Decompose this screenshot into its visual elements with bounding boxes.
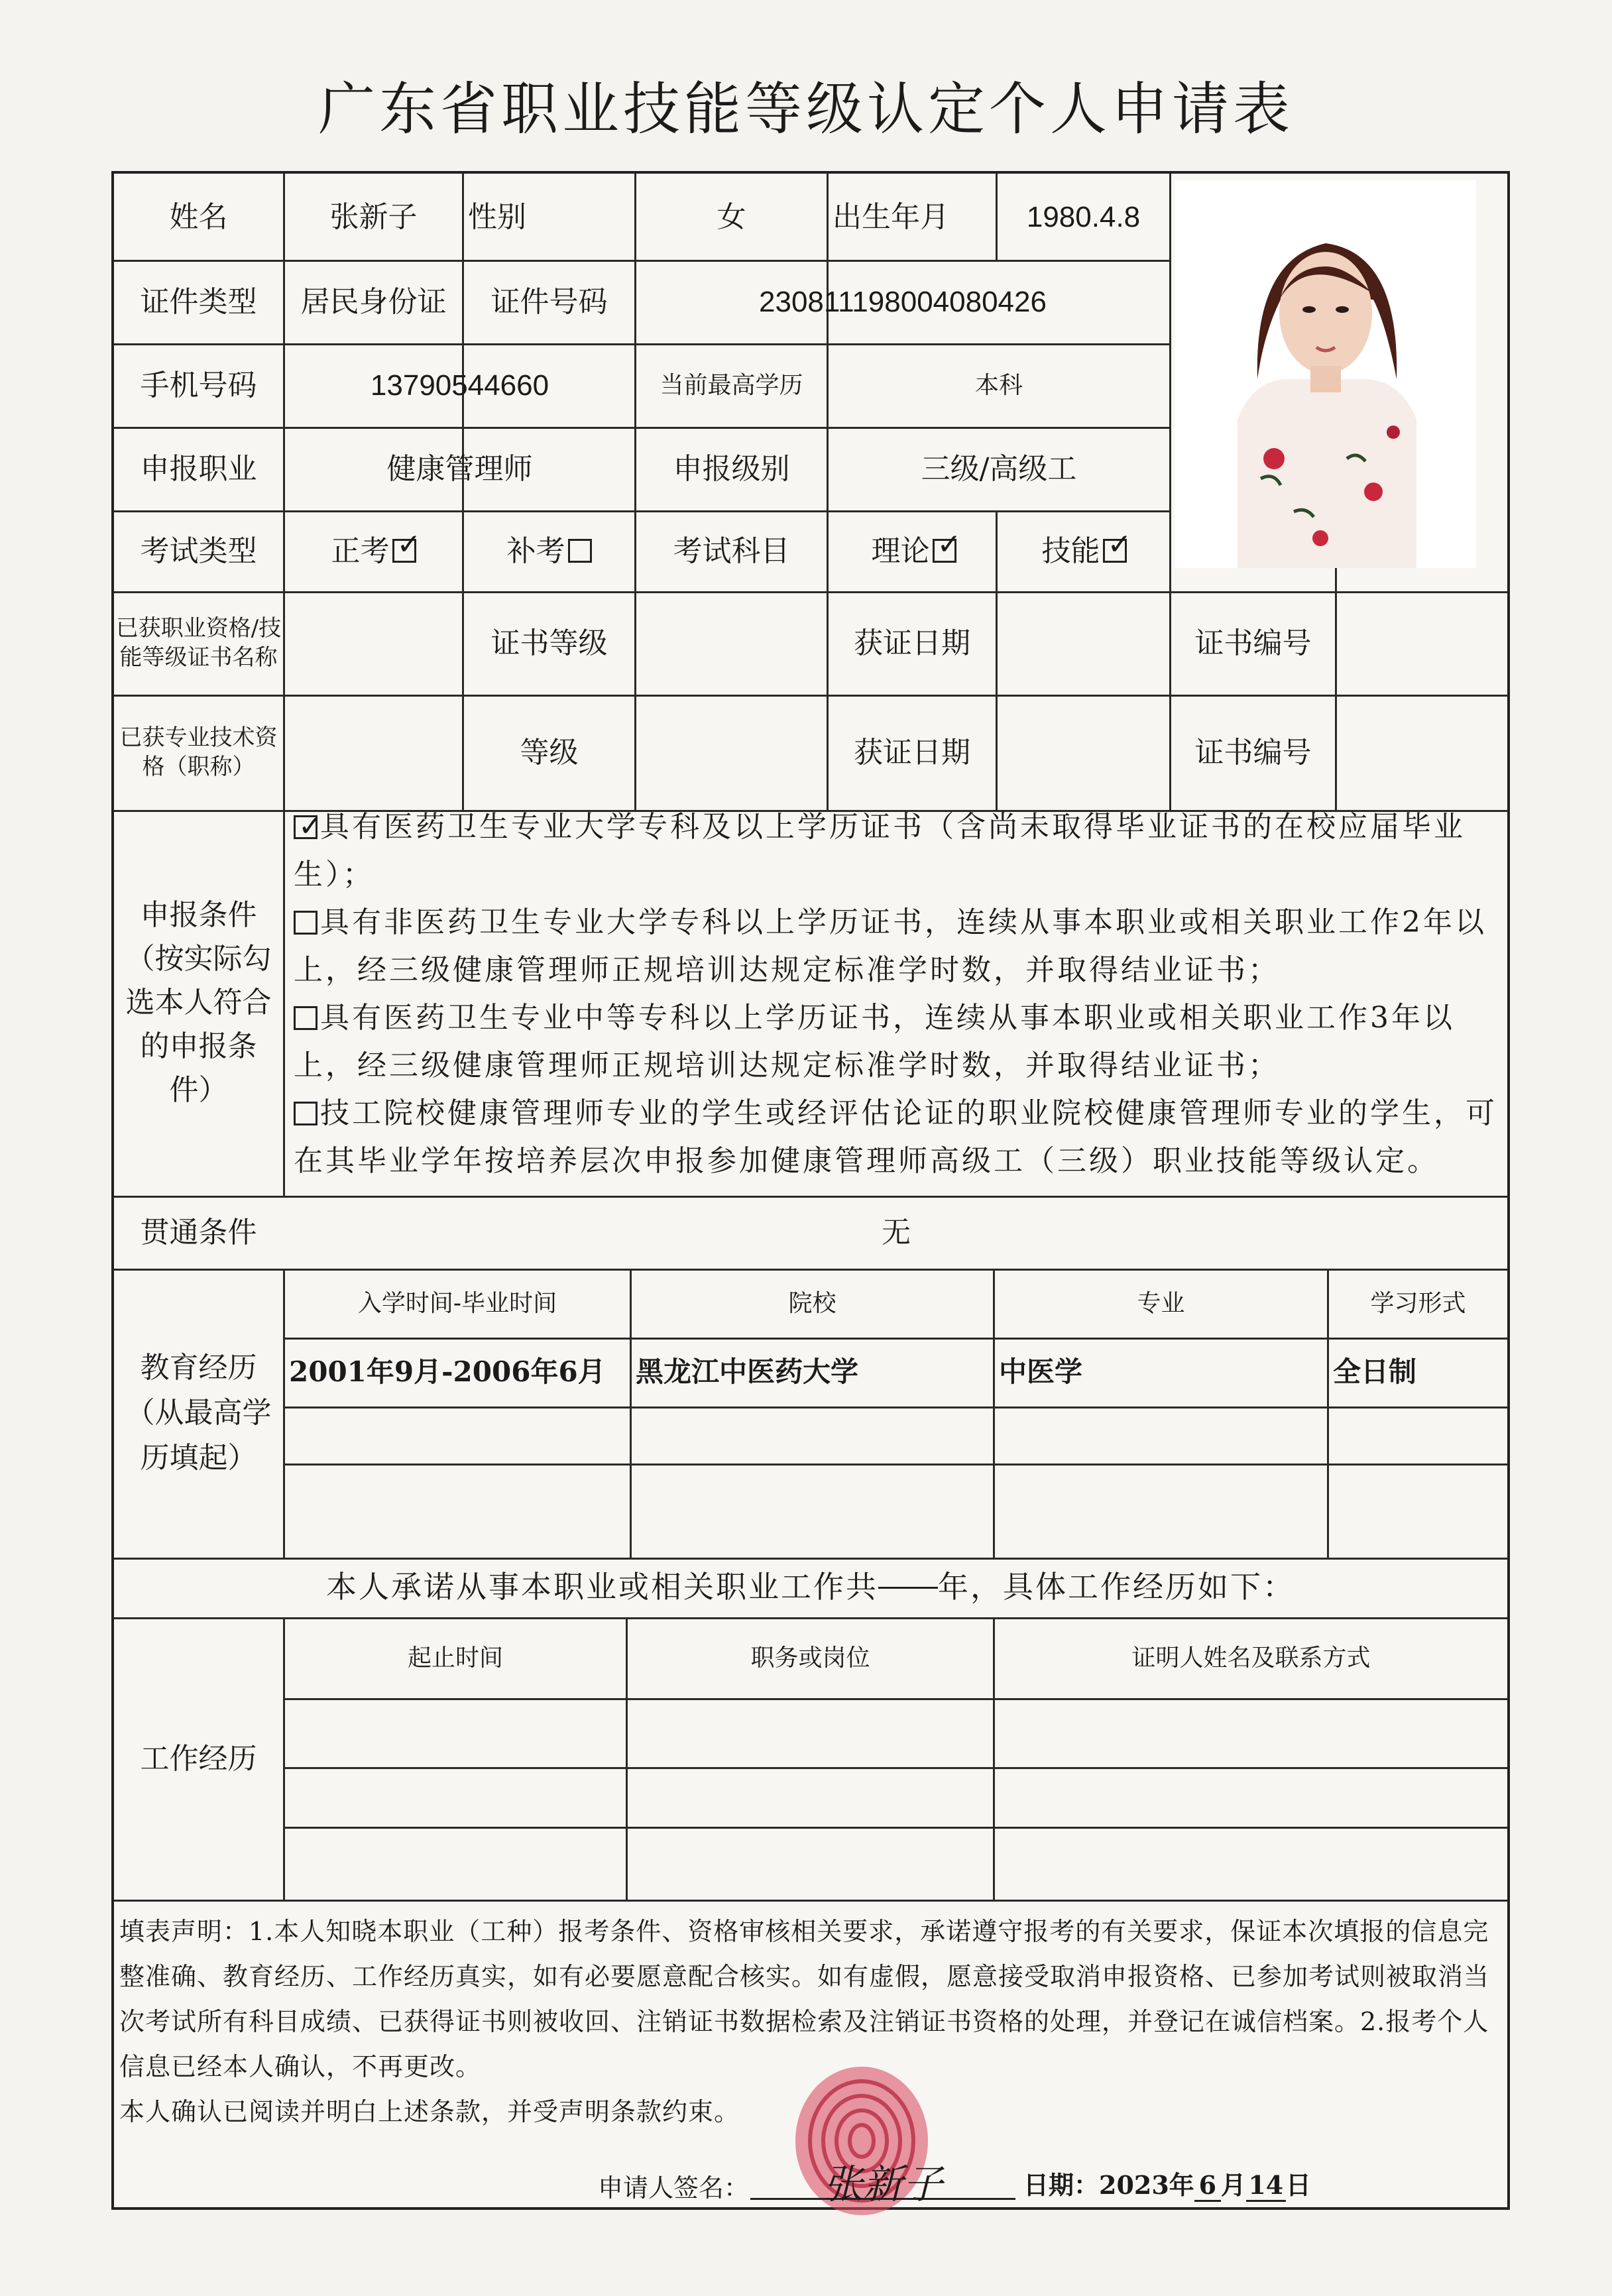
label-education: 当前最高学历: [660, 371, 803, 399]
condition-text: 具有非医药卫生专业大学专科以上学历证书，连续从事本职业或相关职业工作2年以上，经三级健康管理师正规培训达规定标准学时数，并取得结业证书；: [294, 905, 1487, 987]
value-grade[interactable]: [636, 695, 827, 810]
checkmark-icon: ✓: [1107, 528, 1132, 561]
edu-row-study-mode[interactable]: 全日制: [1333, 1355, 1417, 1388]
edu-header-school: 院校: [788, 1289, 836, 1317]
value-cert-number-2[interactable]: [1337, 695, 1507, 810]
checkbox-makeup-exam[interactable]: [568, 539, 592, 563]
form-title: 广东省职业技能等级认定个人申请表: [318, 76, 1294, 143]
label-phone: 手机号码: [140, 368, 257, 402]
value-birth[interactable]: 1980.4.8: [1026, 200, 1141, 233]
label-professional-title: 已获专业技术资格（职称）: [119, 724, 278, 780]
value-cert-date-2[interactable]: [998, 695, 1169, 810]
edu-header-study-mode: 学习形式: [1370, 1289, 1466, 1317]
work-header-period: 起止时间: [407, 1644, 503, 1672]
signature-label: 申请人签名：: [598, 2173, 750, 2203]
row-line: [283, 1827, 1507, 1829]
exam-type-label: 正考: [331, 534, 390, 568]
condition-checkbox[interactable]: [294, 1006, 317, 1030]
condition-text: 具有医药卫生专业中等专科以上学历证书，连续从事本职业或相关职业工作3年以上，经三级健康管理师正规培训达规定标准学时数，并取得结业证书；: [294, 1001, 1455, 1082]
label-name: 姓名: [169, 200, 228, 234]
label-exam-type: 考试类型: [140, 534, 257, 568]
label-grade: 等级: [520, 735, 579, 770]
work-header-reference: 证明人姓名及联系方式: [1131, 1644, 1371, 1672]
row-line: [283, 1406, 1507, 1408]
value-occupation[interactable]: 健康管理师: [386, 451, 533, 486]
label-occupation: 申报职业: [140, 451, 257, 486]
value-cert-number[interactable]: [1337, 591, 1507, 695]
condition-checkbox[interactable]: [294, 809, 325, 843]
edu-header-period: 入学时间-毕业时间: [357, 1289, 557, 1317]
label-through-condition: 贯通条件: [140, 1215, 257, 1249]
label-cert-number-2: 证书编号: [1194, 735, 1312, 770]
label-cert-number: 证书编号: [1194, 626, 1312, 660]
edu-row-period[interactable]: 2001年9月-2006年6月: [289, 1355, 606, 1388]
checkbox-skill[interactable]: [1103, 528, 1132, 563]
row-line: [114, 1900, 1507, 1902]
value-cert-level[interactable]: [636, 591, 827, 695]
date-unit: 月: [1220, 2170, 1246, 2200]
checkbox-theory[interactable]: [933, 528, 962, 563]
col-line: [1169, 695, 1171, 810]
promise-text: 本人承诺从事本职业或相关职业工作共: [326, 1569, 878, 1605]
col-line: [1335, 695, 1337, 810]
label-birth: 出生年月: [833, 200, 949, 234]
label-education-history: 教育经历（从最高学历填起）: [125, 1350, 272, 1475]
condition-checkbox[interactable]: [294, 1102, 317, 1125]
value-name[interactable]: 张新子: [329, 200, 418, 234]
col-line: [827, 695, 829, 810]
date-unit: 年: [1169, 2170, 1194, 2200]
label-id-number: 证件号码: [490, 284, 608, 319]
label-cert-date: 获证日期: [854, 626, 970, 660]
edu-row-major[interactable]: 中医学: [999, 1355, 1083, 1388]
label-level: 申报级别: [673, 451, 790, 486]
checkmark-icon: ✓: [298, 809, 325, 843]
work-years-promise: [114, 1558, 1507, 1617]
confirmation-text: 本人确认已阅读并明白上述条款，并受声明条款约束。: [119, 2097, 740, 2126]
condition-text: 具有医药卫生专业大学专科及以上学历证书（含尚未取得毕业证书的在校应届毕业生）；: [294, 810, 1466, 891]
exam-type-option-makeup[interactable]: [464, 510, 634, 591]
signature-field[interactable]: 张新子: [750, 2153, 1015, 2200]
label-conditions: 申报条件（按实际勾选本人符合的申报条件）: [125, 898, 272, 1107]
label-work-history: 工作经历: [140, 1741, 257, 1776]
declaration-text: 填表声明：1.本人知晓本职业（工种）报考条件、资格审核相关要求，承诺遵守报考的有关要求，保证本次填报的信息完整准确、教育经历、工作经历真实，如有必要愿意配合核实。如有虚假，愿意接受取消申报资格、已参加考试则被取消当次考试所有科目成绩、已获得证书则被收回、注销证书数据检索及注销证书资格的处理，并登记在诚信档案。2.报考个人信息已经本人确认，不再更改。: [119, 1917, 1490, 2081]
exam-subject-option-theory[interactable]: [829, 510, 999, 591]
date-unit: 日: [1285, 2170, 1311, 2200]
condition-checkbox[interactable]: [294, 911, 317, 935]
value-id-type[interactable]: 居民身份证: [300, 284, 447, 319]
exam-type-option-regular[interactable]: [285, 510, 462, 591]
checkbox-regular-exam[interactable]: [392, 528, 422, 563]
portrait-image: [1175, 180, 1476, 568]
signature-row: [114, 2153, 1506, 2208]
label-exam-subject: 考试科目: [673, 534, 790, 568]
col-line: [996, 695, 998, 810]
condition-item[interactable]: [294, 1090, 1507, 1185]
value-cert-date[interactable]: [998, 591, 1169, 695]
value-phone[interactable]: 13790544660: [370, 369, 549, 402]
work-years-field[interactable]: [878, 1587, 938, 1589]
exam-subject-option-skill[interactable]: [999, 510, 1169, 591]
row-line: [283, 1698, 1507, 1700]
exam-type-label: 补考: [506, 534, 565, 568]
applicant-photo: [1175, 180, 1476, 568]
date-label: 日期：: [1023, 2170, 1100, 2200]
sign-date: [1023, 2165, 1311, 2202]
checkmark-icon: ✓: [396, 528, 422, 561]
value-through-condition[interactable]: 无: [882, 1215, 911, 1249]
value-professional-title[interactable]: [285, 695, 462, 810]
form-table: [111, 171, 1510, 2210]
checkmark-icon: ✓: [937, 528, 962, 561]
value-level[interactable]: 三级/高级工: [921, 451, 1077, 486]
col-line: [634, 695, 636, 810]
label-gender: 性别: [468, 200, 526, 234]
exam-subject-label: 理论: [871, 534, 930, 568]
label-cert-date-2: 获证日期: [854, 735, 970, 770]
value-gender[interactable]: 女: [717, 200, 746, 234]
edu-header-major: 专业: [1137, 1289, 1185, 1317]
value-id-number[interactable]: 230811198004080426: [759, 285, 1047, 318]
col-line: [462, 695, 464, 810]
condition-item[interactable]: [294, 994, 1507, 1090]
conditions-list: [294, 803, 1507, 1185]
exam-subject-label: 技能: [1041, 534, 1100, 568]
edu-row-school[interactable]: 黑龙江中医药大学: [636, 1355, 859, 1388]
condition-item[interactable]: [294, 803, 1507, 899]
label-id-type: 证件类型: [140, 284, 257, 319]
date-month[interactable]: 6: [1194, 2170, 1221, 2202]
row-line: [283, 1767, 1507, 1769]
condition-item[interactable]: [294, 899, 1507, 994]
promise-text: 年，具体工作经历如下：: [938, 1569, 1295, 1605]
work-header-position: 职务或岗位: [750, 1644, 870, 1672]
value-education[interactable]: 本科: [974, 371, 1023, 399]
condition-text: 技工院校健康管理师专业的学生或经评估论证的职业院校健康管理师专业的学生，可在其毕业学年按培养层次申报参加健康管理师高级工（三级）职业技能等级认定。: [294, 1096, 1497, 1178]
value-qualification-name[interactable]: [285, 591, 462, 695]
label-qualification-name: 已获职业资格/技能等级证书名称: [115, 614, 282, 671]
row-line: [283, 1464, 1507, 1465]
label-cert-level: 证书等级: [490, 626, 608, 660]
date-year: 2023: [1099, 2170, 1169, 2200]
date-day[interactable]: 14: [1246, 2170, 1286, 2202]
